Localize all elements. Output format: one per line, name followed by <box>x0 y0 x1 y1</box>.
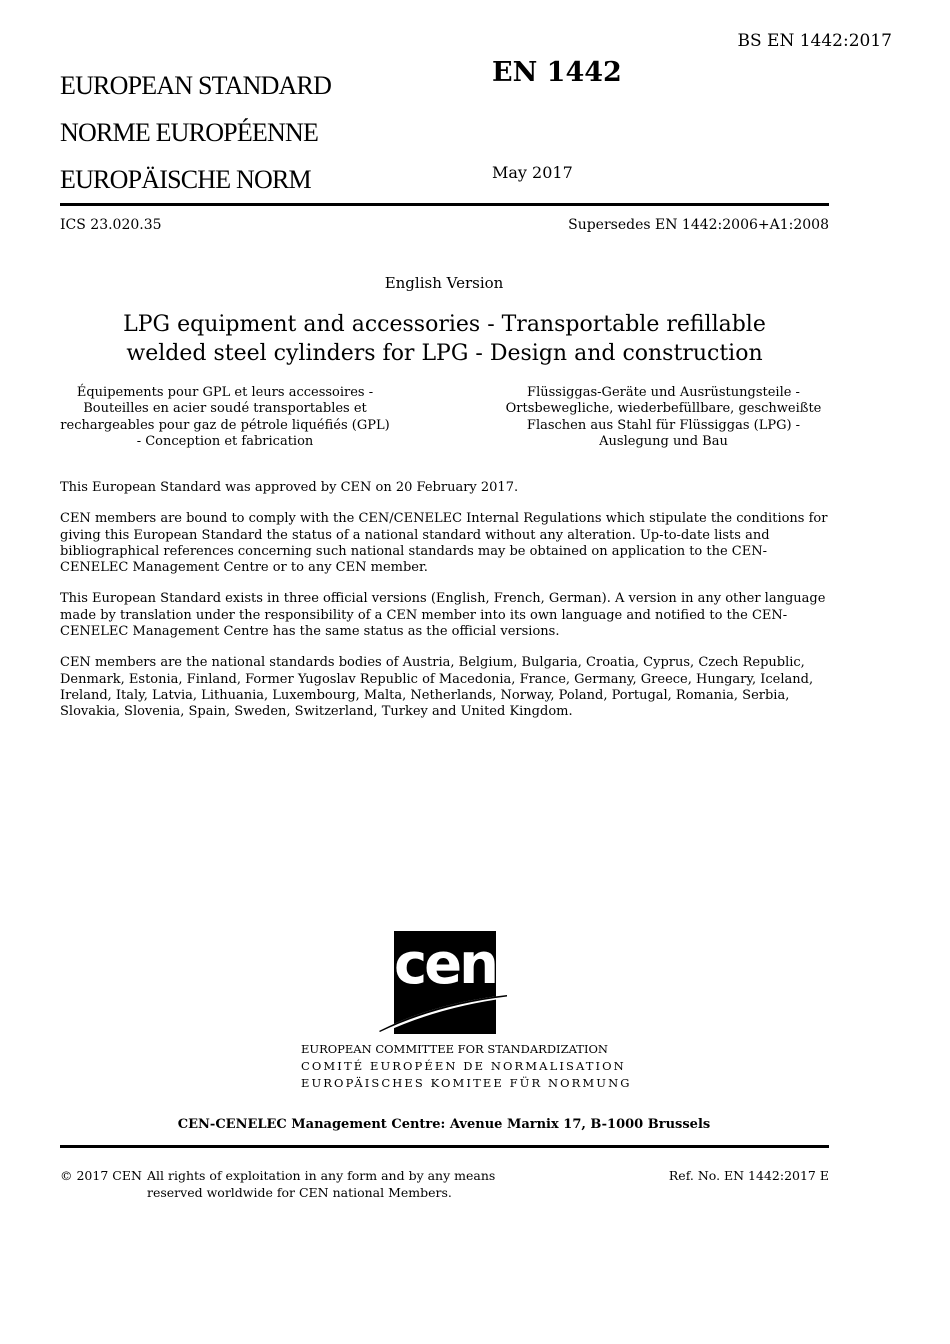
ics-code: ICS 23.020.35 <box>60 217 162 233</box>
standard-names <box>60 62 331 203</box>
header-divider <box>60 203 829 206</box>
title-line-1: LPG equipment and accessories - Transportable refillable <box>123 312 766 337</box>
reference-number: Ref. No. EN 1442:2017 E <box>668 1168 829 1183</box>
version-label: English Version <box>384 274 504 292</box>
committee-name-fr: COMITÉ EUROPÉEN DE NORMALISATION <box>301 1059 626 1073</box>
title-line-2: welded steel cylinders for LPG - Design and construction <box>126 341 763 366</box>
cen-logo-text: cen <box>393 932 497 997</box>
publication-date: May 2017 <box>492 163 573 182</box>
standard-name-de: EUROPÄISCHE NORM <box>60 165 311 194</box>
cen-logo-icon <box>379 931 509 1039</box>
copyright-notice: © 2017 CEN <box>60 1168 142 1183</box>
supersedes-note: Supersedes EN 1442:2006+A1:2008 <box>568 217 829 233</box>
standard-name-fr: NORME EUROPÉENNE <box>60 118 319 147</box>
title-german: Flüssiggas-Geräte und Ausrüstungsteile - Ortsbewegliche, wiederbefüllbare, geschweißte Flaschen aus Stahl für Flüssiggas (LPG) - Auslegung und Bau <box>505 385 822 449</box>
standard-number: EN 1442 <box>492 57 622 88</box>
versions-paragraph: This European Standard exists in three official versions (English, French, German). A version in any other language made by translation under the responsibility of a CEN member into its own language and notified to the CEN-CENELEC Management Centre has the same status as the official versions. <box>60 591 826 640</box>
body-text <box>60 480 832 736</box>
rights-statement: All rights of exploitation in any form and by any means reserved worldwide for CEN national Members. <box>147 1168 496 1200</box>
cen-logo-graphic <box>379 931 509 1035</box>
management-centre-address: CEN-CENELEC Management Centre: Avenue Marnix 17, B-1000 Brussels <box>177 1117 711 1132</box>
committee-names <box>301 1041 632 1092</box>
title-french: Équipements pour GPL et leurs accessoires - Bouteilles en acier soudé transportables et rechargeables pour gaz de pétrole liquéfiés (GPL) - Conception et fabrication <box>60 385 390 449</box>
standard-name-en: EUROPEAN STANDARD <box>60 71 332 100</box>
bs-reference: BS EN 1442:2017 <box>737 31 892 51</box>
approval-paragraph: This European Standard was approved by CEN on 20 February 2017. <box>60 480 519 495</box>
members-paragraph: CEN members are the national standards bodies of Austria, Belgium, Bulgaria, Croatia, Cyprus, Czech Republic, Denmark, Estonia, Finland, Former Yugoslav Republic of Macedonia, France, Germany, Greece, Hungary, Iceland, Ireland, Italy, Latvia, Lithuania, Luxembourg, Malta, Netherlands, Norway, Poland, Portugal, Romania, Serbia, Slovakia, Slovenia, Spain, Sweden, Switzerland, Turkey and United Kingdom. <box>60 655 814 720</box>
committee-name-en: EUROPEAN COMMITTEE FOR STANDARDIZATION <box>301 1042 608 1056</box>
compliance-paragraph: CEN members are bound to comply with the CEN/CENELEC Internal Regulations which stipulate the conditions for giving this European Standard the status of a national standard without any alteration. Up-to-date lists and bibliographical references concerning such national standards may be obtained on application to the CEN-CENELEC Management Centre or to any CEN member. <box>60 511 828 576</box>
footer-divider <box>60 1145 829 1148</box>
committee-name-de: EUROPÄISCHES KOMITEE FÜR NORMUNG <box>301 1076 632 1090</box>
document-title <box>60 310 829 368</box>
